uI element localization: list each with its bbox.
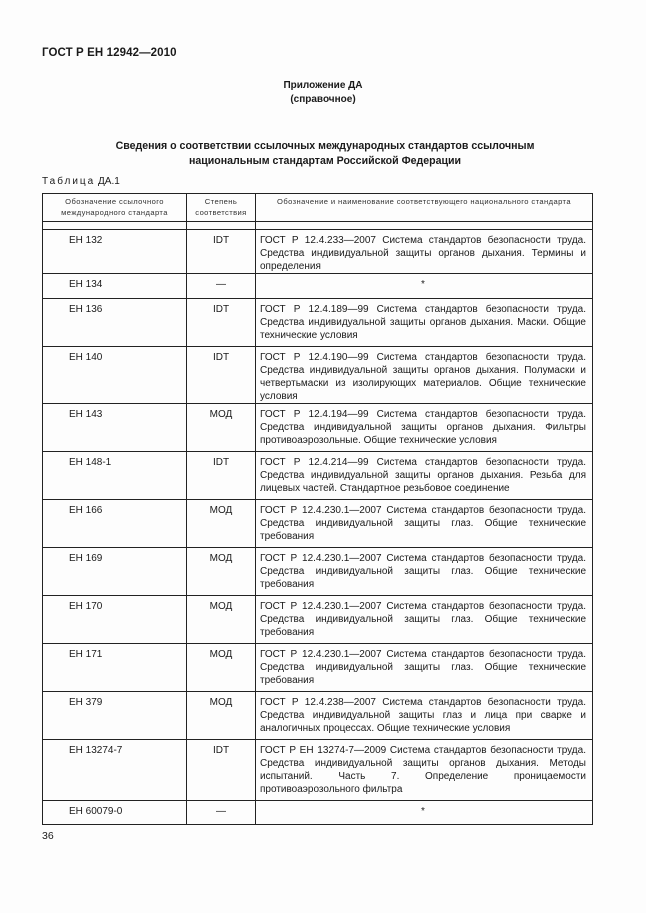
cell-international-standard: ЕН 143 xyxy=(43,404,187,452)
table-row xyxy=(43,230,593,274)
table-row xyxy=(43,692,593,740)
cell-national-standard: ГОСТ Р 12.4.194—99 Система стандартов безопасности труда. Средства индивидуальной защиты органов дыхания. Фильтры противоаэрозольные. Общие технические условия xyxy=(256,404,593,452)
cell-international-standard: ЕН 136 xyxy=(43,299,187,347)
section-title-line1: Сведения о соответствии ссылочных международных стандартов ссылочным xyxy=(115,140,535,152)
cell-degree-of-conformity: IDT xyxy=(187,230,256,274)
table-row xyxy=(43,740,593,801)
table-row xyxy=(43,801,593,825)
table-caption-word: Таблица xyxy=(42,176,96,187)
cell-degree-of-conformity: МОД xyxy=(187,548,256,596)
cell-international-standard: ЕН 13274-7 xyxy=(43,740,187,801)
cell-degree-of-conformity: IDT xyxy=(187,347,256,404)
table-row xyxy=(43,500,593,548)
section-title-line2: национальным стандартам Российской Федерации xyxy=(188,155,462,167)
cell-national-standard: ГОСТ Р 12.4.230.1—2007 Система стандартов безопасности труда. Средства индивидуальной защиты глаз. Общие технические требования xyxy=(256,548,593,596)
table-row xyxy=(43,452,593,500)
table-row xyxy=(43,299,593,347)
cell-international-standard: ЕН 166 xyxy=(43,500,187,548)
cell-national-standard: ГОСТ Р 12.4.230.1—2007 Система стандартов безопасности труда. Средства индивидуальной защиты глаз. Общие технические требования xyxy=(256,596,593,644)
cell-degree-of-conformity: МОД xyxy=(187,596,256,644)
appendix-subtitle: (справочное) xyxy=(290,94,356,105)
cell-international-standard: ЕН 60079-0 xyxy=(43,801,187,825)
cell-degree-of-conformity: МОД xyxy=(187,644,256,692)
table-row xyxy=(43,347,593,404)
cell-degree-of-conformity: МОД xyxy=(187,692,256,740)
header-degree-of-conformity: Степень соответствия xyxy=(187,194,256,222)
section-title xyxy=(80,139,570,169)
cell-degree-of-conformity: — xyxy=(187,801,256,825)
header-international-standard: Обозначение ссылочного международного стандарта xyxy=(43,194,187,222)
cell-national-standard: ГОСТ Р 12.4.190—99 Система стандартов безопасности труда. Средства индивидуальной защиты органов дыхания. Полумаски и четвертьмаски из изолирующих материалов. Общие технические условия xyxy=(256,347,593,404)
cell-national-standard: ГОСТ Р 12.4.230.1—2007 Система стандартов безопасности труда. Средства индивидуальной защиты глаз. Общие технические требования xyxy=(256,500,593,548)
cell-national-standard: ГОСТ Р 12.4.230.1—2007 Система стандартов безопасности труда. Средства индивидуальной защиты глаз. Общие технические требования xyxy=(256,644,593,692)
cell-international-standard: ЕН 379 xyxy=(43,692,187,740)
table-row xyxy=(43,274,593,299)
table-header-row xyxy=(43,194,593,222)
cell-national-standard: ГОСТ Р 12.4.189—99 Система стандартов безопасности труда. Средства индивидуальной защиты органов дыхания. Маски. Общие технические условия xyxy=(256,299,593,347)
cell-international-standard: ЕН 148-1 xyxy=(43,452,187,500)
cell-degree-of-conformity: МОД xyxy=(187,500,256,548)
cell-national-standard: * xyxy=(256,801,593,825)
table-row xyxy=(43,548,593,596)
document-code: ГОСТ Р ЕН 12942—2010 xyxy=(42,47,177,59)
standards-table xyxy=(42,193,593,825)
table-caption-number: ДА.1 xyxy=(98,176,120,187)
cell-national-standard: ГОСТ Р 12.4.214—99 Система стандартов безопасности труда. Средства индивидуальной защиты органов дыхания. Резьба для лицевых частей. Стандартное резьбовое соединение xyxy=(256,452,593,500)
table-row xyxy=(43,404,593,452)
cell-international-standard: ЕН 132 xyxy=(43,230,187,274)
appendix-title: Приложение ДА xyxy=(283,80,363,91)
cell-international-standard: ЕН 140 xyxy=(43,347,187,404)
cell-degree-of-conformity: IDT xyxy=(187,740,256,801)
cell-international-standard: ЕН 134 xyxy=(43,274,187,299)
table-row xyxy=(43,644,593,692)
appendix-heading xyxy=(0,79,646,107)
page-number: 36 xyxy=(42,830,54,842)
cell-national-standard: ГОСТ Р ЕН 13274-7—2009 Система стандартов безопасности труда. Средства индивидуальной защиты органов дыхания. Методы испытаний. Часть 7. Определение проницаемости противоаэрозольного фильтра xyxy=(256,740,593,801)
cell-national-standard: ГОСТ Р 12.4.233—2007 Система стандартов безопасности труда. Средства индивидуальной защиты органов дыхания. Термины и определения xyxy=(256,230,593,274)
cell-international-standard: ЕН 169 xyxy=(43,548,187,596)
cell-degree-of-conformity: МОД xyxy=(187,404,256,452)
table-body xyxy=(43,230,593,825)
header-spacer-row xyxy=(43,222,593,230)
table-row xyxy=(43,596,593,644)
header-national-standard: Обозначение и наименование соответствующего национального стандарта xyxy=(256,194,593,222)
cell-national-standard: ГОСТ Р 12.4.238—2007 Система стандартов безопасности труда. Средства индивидуальной защиты глаз и лица при сварке и аналогичных процессах. Общие технические условия xyxy=(256,692,593,740)
cell-international-standard: ЕН 171 xyxy=(43,644,187,692)
cell-national-standard: * xyxy=(256,274,593,299)
cell-international-standard: ЕН 170 xyxy=(43,596,187,644)
cell-degree-of-conformity: IDT xyxy=(187,299,256,347)
cell-degree-of-conformity: IDT xyxy=(187,452,256,500)
table-caption xyxy=(42,176,120,187)
cell-degree-of-conformity: — xyxy=(187,274,256,299)
